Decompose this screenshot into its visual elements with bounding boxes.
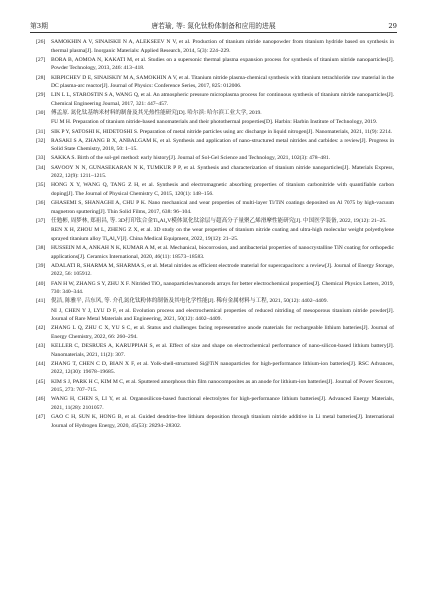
reference-number: [44] [36,360,46,367]
reference-item [37,74,394,91]
reference-text: ZHANG L Q, ZHU C X, YU S C, et al. Status and challenges facing representative anode materials for rechargeable lithium batteries[J]. Journal of Energy Chemistry, 2022, 66: 260–294. [51,325,394,340]
reference-item [37,342,394,359]
reference-item [37,226,394,243]
reference-text: FU M H. Preparation of titanium nitride-based nanomaterials and their photothermal properties[D]. Harbin: Harbin Institute of Technology, 2019. [51,119,378,126]
reference-text: ZHANG T, CHEN C D, BIAN X F, et al. Yolk-shell-structured Si@TiN nanoparticles for high-performance lithium-ion batteries[J]. RSC Advances, 2022, 12(30): 19678–19685. [51,360,394,376]
reference-number: [39] [36,262,46,269]
reference-text: BORA B, AOMOA N, KAKATI M, et al. Studies on a supersonic thermal plasma expansion process for synthesis of titanium nitride nanoparticles[J]. Powder Technology, 2013, 246: 413–418. [51,56,394,72]
reference-item [37,297,394,306]
reference-number: [29] [36,92,46,99]
reference-text: KIRPICHEV D E, SINAISKIY M A, SAMOKHIN A V, et al. Titanium nitride plasma-chemical synthesis with titanium tetrachloride raw material in the DC plasma-arc reactor[J]. Journal of Physics: Conference Series, 2017, 825: 012006. [51,74,394,90]
reference-item [37,56,394,73]
reference-text: SAVOOY N N, GUNASEKARAN N K, TUMKUR P P, et al. Synthesis and characterization of titanium nitride nanoparticles[J]. Materials Express, 2022, 12(9): 1211–1215. [51,164,394,180]
reference-item [37,118,394,127]
reference-item [37,280,394,297]
reference-text: 傅孟原. 氮化钛基纳米材料的制备及其光热性能研究[D]. 哈尔滨: 哈尔滨工业大学, 2019. [51,110,262,117]
reference-text: ADALATI R, SHARMA M, SHARMA S, et al. Metal nitrides as efficient electrode material for supercapacitors: a review[J]. Journal of Energy Storage, 2022, 56: 105912. [51,262,394,278]
reference-text: GAO C H, SUN K, HONG B, et al. Guided dendrite-free lithium deposition through titanium nitride additive in Li metal batteries[J]. International Journal of Hydrogen Energy, 2020, 45(53): 28294–28302. [51,414,394,429]
reference-item [37,262,394,279]
reference-text: NI J, CHEN Y J, LYU D F, et al. Evolution process and electrochemical properties of reduced nitriding of mesoporous titanium nitride powder[J]. Journal of Rare Metal Materials and Engineering, 2021, 50(12): 4402–4409. [51,307,394,323]
page-number: 29 [388,22,397,30]
reference-text: SIK P Y, SATOSHI K, HIDETOSHI S. Preparation of metal nitride particles using arc discharge in liquid nitrogen[J]. Nanomaterials, 2021, 11(9): 2214. [51,128,393,135]
reference-item [37,413,394,430]
reference-number: [41] [36,298,46,305]
reference-item [37,91,394,108]
reference-text: FAN H W, ZHANG S Y, ZHU X F. Nitrided TiO₂ nanoparticles/nanorods arrays for better electrochemical properties[J]. Chemical Physics Letters, 2019, 730: 340–344. [51,280,394,296]
reference-text: WANG H, CHEN S, LI Y, et al. Organosilicon-based functional electrolytes for high-performance lithium batteries[J]. Advanced Energy Materials, 2021, 11(28): 2101057. [51,396,394,411]
reference-number: [32] [36,137,46,144]
reference-item [37,137,394,154]
reference-number: [26] [36,39,46,45]
reference-text: KELLER C, DESRUES A, KARUPPIAH S, et al. Effect of size and shape on electrochemical performance of nano-silicon-based lithium battery[J]. Nanomaterials, 2021, 11(2): 307. [51,343,394,358]
reference-number: [47] [36,414,46,421]
reference-number: [42] [36,325,46,332]
reference-number: [40] [36,280,46,287]
reference-item [37,307,394,324]
running-header [30,14,397,33]
reference-item [37,109,394,118]
reference-item [37,217,394,226]
reference-number: [27] [36,56,46,63]
reference-number: [33] [36,155,46,162]
reference-text: HONG X Y, WANG Q, TANG Z H, et al. Synthesis and electromagnetic absorbing properties of titanium carbonitride with quantifiable carbon doping[J]. The Journal of Physical Chemistry C, 2015, 120(1): 148–156. [51,182,394,198]
reference-item [37,360,394,377]
reference-number: [43] [36,343,46,350]
reference-number: [38] [36,244,46,251]
reference-item [37,164,394,181]
reference-item [37,128,394,137]
reference-text: SAKKA S. Birth of the sol-gel method: early history[J]. Journal of Sol-Gel Science and Technology, 2021, 102(3): 478–481. [51,155,331,162]
reference-text: GHASEMI S, SHANAGHI A, CHU P K. Nano mechanical and wear properties of multi-layer Ti/TiN coatings deposited on Al 7075 by high-vacuum magnetron sputtering[J]. Thin Solid Films, 2017, 638: 96–104. [51,200,394,215]
reference-number: [30] [36,110,46,117]
reference-number: [37] [36,218,46,224]
journal-issue: 第3期 [30,22,48,30]
reference-item [37,324,394,341]
reference-number: [34] [36,164,46,171]
reference-number: [45] [36,378,46,385]
reference-number: [28] [36,74,46,81]
reference-number: [46] [36,396,46,403]
reference-text: KIM S J, PARK H C, KIM M C, et al. Sputtered amorphous thin film nanocomposites as an anode for lithium-ion batteries[J]. Journal of Power Sources, 2015, 273: 707–715. [51,378,394,394]
reference-text: RASAKI S A, ZHANG B X, ANBALGAM K, et al. Synthesis and application of nano-structured metal nitrides and carbides: a review[J]. Progress in Solid State Chemistry, 2018, 50: 1–15. [51,137,394,153]
reference-item [37,395,394,412]
reference-text: LIN L L, STAROSTIN S A, WANG Q, et al. An atmospheric pressure microplasma process for continuous synthesis of titanium nitride nanoparticles[J]. Chemical Engineering Journal, 2017, 321: 447–457. [51,92,394,107]
reference-item [37,154,394,163]
reference-list [37,38,394,431]
reference-number: [36] [36,200,46,207]
reference-number: [31] [36,128,46,135]
reference-item [37,244,394,261]
reference-text: 任勉彬, 周梦林, 郑祖昌, 等. 3D打印钛合金Ti₆Al₄V模体氮化钛涂层与超高分子量聚乙烯滑摩性能研究[J]. 中国医学装备, 2022, 19(12): 21–25. [51,218,387,224]
reference-item [37,199,394,216]
reference-item [37,378,394,395]
reference-text: SAMOKHIN A V, SINAISKII N A, ALEKSEEV N V, et al. Production of titanium nitride nanopowder from titanium hydride based on synthesis in thermal plasma[J]. Inorganic Materials: Applied Research, 2014, 5(3): 224–229. [51,39,394,54]
reference-text: HUSSEIN M A, ANKAH N K, KUMAR A M, et al. Mechanical, biocorrosion, and antibacterial properties of nanocrystalline TiN coating for orthopedic applications[J]. Ceramics International, 2020, 46(11): 18573–18583. [51,244,394,260]
reference-item [37,181,394,198]
reference-text: 倪洁, 陈雅平, 吕东风, 等. 介孔氮化钛粉体的制备及其电化学性能[J]. 稀有金属材料与工程, 2021, 50(12): 4402–4409. [51,298,328,305]
reference-number: [35] [36,182,46,189]
reference-item [37,38,394,55]
running-title: 唐若瑜, 等: 氮化钛粉体制备和应用的进展 [151,22,276,30]
reference-text: REN X H, ZHOU M L, ZHENG Z X, et al. 3D study on the wear properties of titanium nitride coating and ultra-high molecular weight polyethylene sprayed titanium alloy Ti₆Al₄V[J]. China Medical Equipment, 2022, 19(12): 21–25. [51,227,394,242]
